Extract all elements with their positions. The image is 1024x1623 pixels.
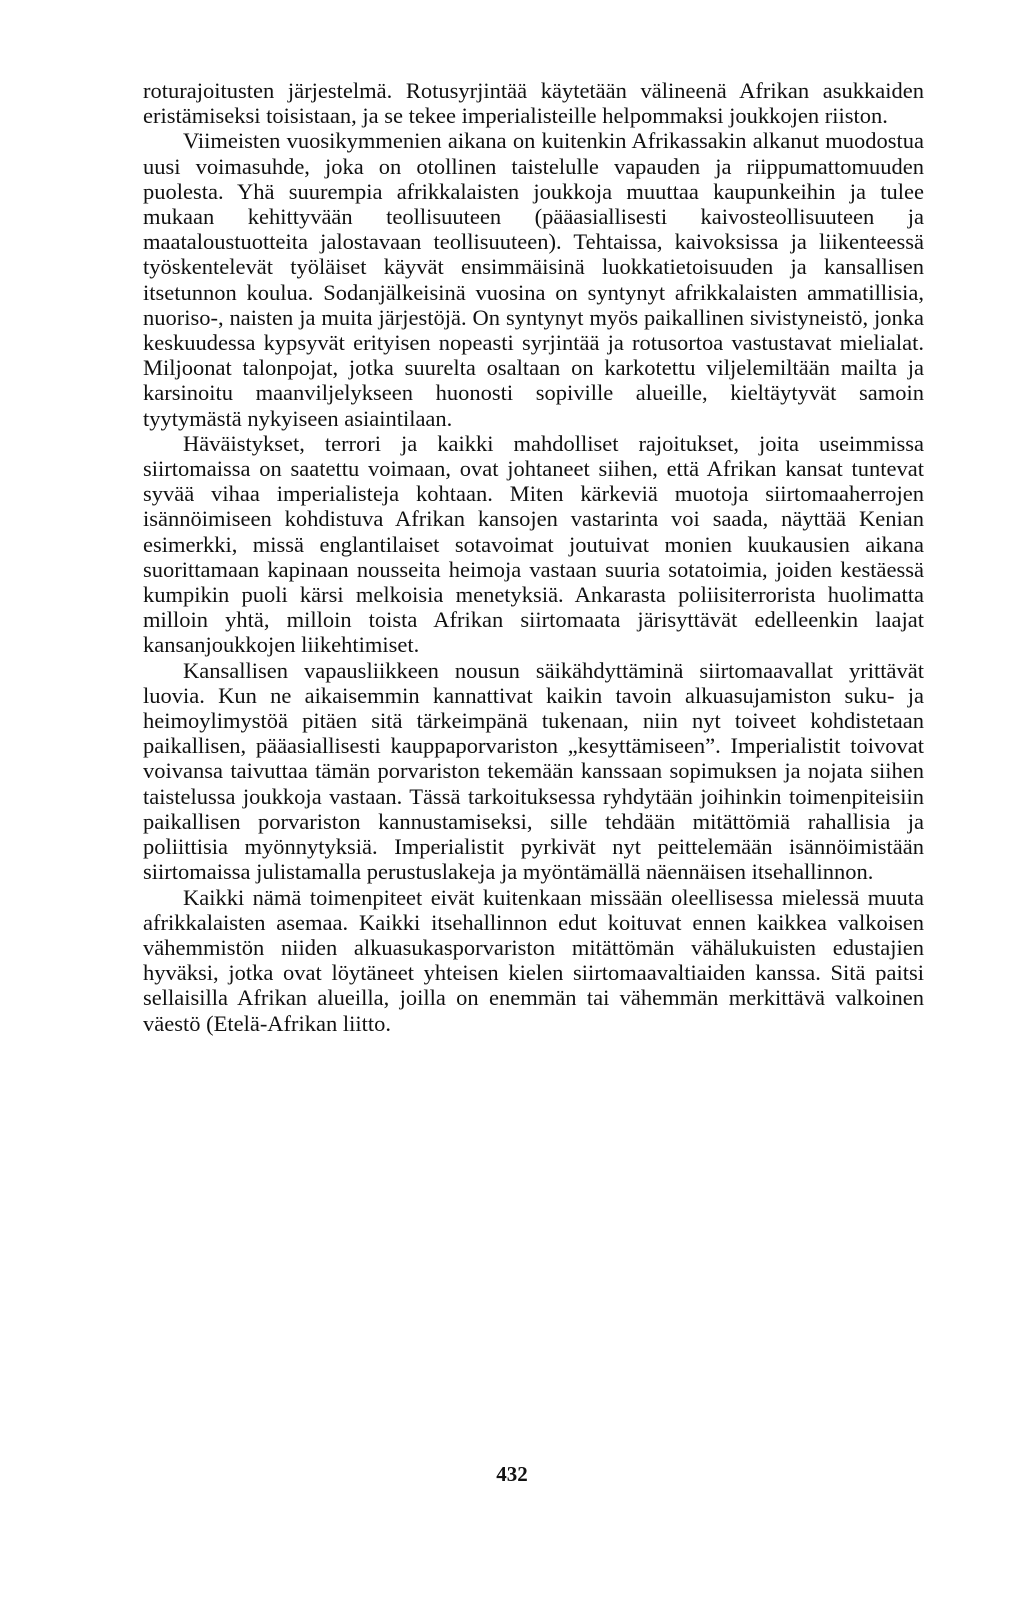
paragraph: Häväistykset, terrori ja kaikki mahdolliset rajoitukset, joita useimmissa siirtomaissa on saatettu voimaan, ovat johtaneet siihen, että Afrikan kansat tuntevat syvää vihaa imperialisteja kohtaan. Miten kärkeviä muotoja siirtomaaherrojen isännöimiseen kohdistuva Afrikan kansojen vastarinta voi saada, näyttää Kenian esimerkki, missä englantilaiset sotavoimat joutuivat monien kuukausien aikana suorittamaan kapinaan nousseita heimoja vastaan suuria sotatoimia, joiden kestäessä kumpikin puoli kärsi melkoisia menetyksiä. Ankarasta poliisiterrorista huolimatta milloin yhtä, milloin toista Afrikan siirtomaata järisyttävät edelleenkin laajat kansanjoukkojen liikehtimiset. xyxy=(143,430,924,658)
page-number: 432 xyxy=(496,1462,528,1486)
page-body xyxy=(143,78,924,1036)
paragraph: Viimeisten vuosikymmenien aikana on kuitenkin Afrikassakin alkanut muodostua uusi voimasuhde, joka on otollinen taistelulle vapauden ja riippumattomuuden puolesta. Yhä suurempia afrikkalaisten joukkoja muuttaa kaupunkeihin ja tulee mukaan kehittyvään teollisuuteen (pääasiallisesti kaivosteollisuuteen ja maataloustuotteita jalostavaan teollisuuteen). Tehtaissa, kaivoksissa ja liikenteessä työskentelevät työläiset käyvät ensimmäisinä luokkatietoisuuden ja kansallisen itsetunnon koulua. Sodanjälkeisinä vuosina on syntynyt afrikkalaisten ammatillisia, nuoriso-, naisten ja muita järjestöjä. On syntynyt myös paikallinen sivistyneistö, jonka keskuudessa kypsyvät erityisen nopeasti syrjintää ja rotusortoa vastustavat mielialat. Miljoonat talonpojat, jotka suurelta osaltaan on karkotettu viljelemiltään mailta ja karsinoitu maanviljelykseen huonosti sopiville alueille, kieltäytyvät samoin tyytymästä nykyiseen asiaintilaan. xyxy=(143,128,924,431)
paragraph: Kansallisen vapausliikkeen nousun säikähdyttäminä siirtomaavallat yrittävät luovia. Kun ne aikaisemmin kannattivat kaikin tavoin alkuasujamiston suku- ja heimoylimystöä pitäen sitä tärkeimpänä tukenaan, niin nyt toiveet kohdistetaan paikallisen, pääasiallisesti kauppaporvariston „kesyttämiseen”. Imperialistit toivovat voivansa taivuttaa tämän porvariston tekemään kanssaan sopimuksen ja nojata siihen taistelussa joukkoja vastaan. Tässä tarkoituksessa ryhdytään joihinkin toimenpiteisiin paikallisen porvariston kannustamiseksi, sille tehdään mitättömiä rahallisia ja poliittisia myönnytyksiä. Imperialistit pyrkivät nyt peittelemään isännöimistään siirtomaissa julistamalla perustuslakeja ja myöntämällä näennäisen itsehallinnon. xyxy=(143,657,924,885)
paragraph: roturajoitusten järjestelmä. Rotusyrjintää käytetään välineenä Afrikan asukkaiden eristämiseksi toisistaan, ja se tekee imperialisteille helpommaksi joukkojen riiston. xyxy=(143,78,924,129)
paragraph: Kaikki nämä toimenpiteet eivät kuitenkaan missään oleellisessa mielessä muuta afrikkalaisten asemaa. Kaikki itsehallinnon edut koituvat ennen kaikkea valkoisen vähemmistön niiden alkuasukasporvariston mitättömän vähälukuisten edustajien hyväksi, jotka ovat löytäneet yhteisen kielen siirtomaavaltiaiden kanssa. Sitä paitsi sellaisilla Afrikan alueilla, joilla on enemmän tai vähemmän merkittävä valkoinen väestö (Etelä-Afrikan liitto. xyxy=(143,884,924,1036)
